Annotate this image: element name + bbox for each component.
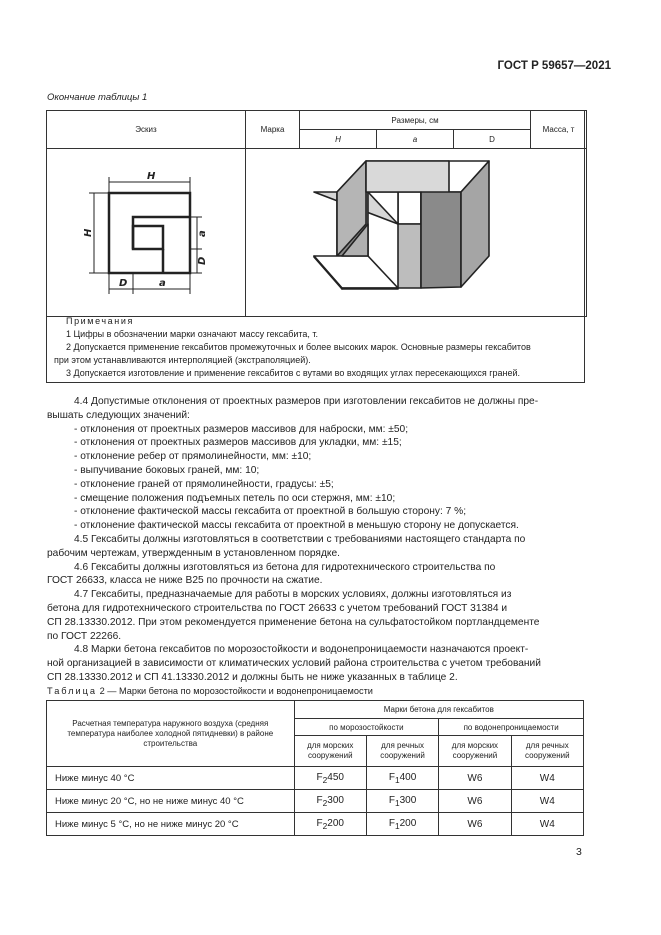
col-h: H [300,130,377,149]
table2-caption [47,686,373,696]
sketch-label-d-bottom: D [119,278,128,289]
w-river: W4 [511,790,583,813]
p48-line3: СП 28.13330.2012 и СП 41.13330.2012 и должны быть не ниже указанных в таблице 2. [47,671,458,683]
col-marks: Марки бетона для гексабитов [294,701,583,719]
p44-line2: вышать следующих значений: [47,409,190,421]
w-river: W4 [511,813,583,836]
col-water: по водонепроницаемости [439,719,584,736]
p47-line3: СП 28.13330.2012. При этом рекомендуется применение бетона на сульфатостойком портландцементе [47,616,540,628]
f-sea: $F_2450$ [294,767,366,790]
page-number: 3 [576,846,582,858]
sub-sea-frost: для морских сооружений [294,736,366,767]
sketch-plan-drawing [47,149,245,316]
list-item: - отклонение ребер от прямолинейности, мм: ±10; [74,451,312,463]
sketch-label-h-left: H [83,228,94,237]
col-a: а [377,130,454,149]
list-item: - отклонение фактической массы гексабита от проектной в меньшую сторону не допускается. [74,520,519,532]
f-river: $F_1400$ [366,767,438,790]
p45-line2: рабочим чертежам, утвержденным в установленном порядке. [47,547,340,559]
sketch-label-h-top: H [147,171,156,182]
table2-caption-label: Таблица [47,686,98,696]
row-temp: Ниже минус 20 °С, но не ниже минус 40 °С [47,790,295,813]
list-item: - смещение положения подъемных петель по оси стержня, мм: ±10; [74,492,396,504]
f-river: $F_1200$ [366,813,438,836]
col-d: D [454,130,531,149]
note-1: 1 Цифры в обозначении марки означают массу гексабита, т. [66,329,319,339]
w-sea: W6 [439,790,511,813]
p48-line1: 4.8 Марки бетона гексабитов по морозостойкости и водонепроницаемости назначаются проект- [74,644,529,656]
list-item: - выпучивание боковых граней, мм: 10; [74,464,260,476]
p48-line2: ной организацией в зависимости от климатических условий района строительства с учетом требований [47,658,541,670]
sub-river-frost: для речных сооружений [366,736,438,767]
p47-line2: бетона для гидротехнического строительства по ГОСТ 26633 с учетом требований ГОСТ 31384 и [47,602,508,614]
col-sizes: Размеры, см [300,111,531,130]
p47-line4: по ГОСТ 22266. [47,630,122,642]
sketch-label-a-bottom: а [159,278,166,289]
col-frost: по морозостойкости [294,719,439,736]
p46-line2: ГОСТ 26633, класса не ниже В25 по прочности на сжатие. [47,575,323,587]
f-sea: $F_2300$ [294,790,366,813]
list-item: - отклонение фактической массы гексабита от проектной в большую сторону: 7 %; [74,506,467,518]
sketch-label-a-right: а [197,230,208,237]
sketch-cell [47,149,246,317]
col-temp: Расчетная температура наружного воздуха (средняя температура наиболее холодной пятидневки) в районе строительства [47,701,295,767]
table-row [47,813,584,836]
sub-river-water: для речных сооружений [511,736,583,767]
notes-title: Примечания [66,316,134,326]
row-temp: Ниже минус 40 °С [47,767,295,790]
p47-line1: 4.7 Гексабиты, предназначаемые для работы в морских условиях, должны изготовляться из [74,589,512,601]
iso-cell [246,149,587,317]
table2-caption-rest: 2 — Марки бетона по морозостойкости и водонепроницаемости [99,686,373,696]
w-river: W4 [511,767,583,790]
col-sketch: Эскиз [47,111,246,149]
p45-line1: 4.5 Гексабиты должны изготовляться в соответствии с требованиями настоящего стандарта по [74,533,526,545]
col-mark: Марка [246,111,300,149]
f-sea: $F_2200$ [294,813,366,836]
table1-notes [47,315,584,382]
table-row [47,790,584,813]
w-sea: W6 [439,813,511,836]
note-3: 3 Допускается изготовление и применение гексабитов с вутами во входящих углах пересекающихся граней. [66,368,521,378]
row-temp: Ниже минус 5 °С, но не ниже минус 20 °С [47,813,295,836]
note-2b: при этом устанавливаются интерполяцией (экстраполяцией). [54,355,311,365]
list-item: - отклонения от проектных размеров массивов для наброски, мм: ±50; [74,423,409,435]
table1-caption: Окончание таблицы 1 [47,92,148,103]
list-item: - отклонения от проектных размеров массивов для укладки, мм: ±15; [74,437,402,449]
body-text [47,395,585,685]
sub-sea-water: для морских сооружений [439,736,511,767]
sketch-label-d-right: D [197,256,208,265]
p46-line1: 4.6 Гексабиты должны изготовляться из бетона для гидротехнического строительства по [74,561,496,573]
list-item: - отклонение граней от прямолинейности, градусы: ±5; [74,478,334,490]
table1 [46,110,587,317]
note-2a: 2 Допускается применение гексабитов промежуточных и более высоких марок. Основные размеры гексабитов [66,342,531,352]
table-row [47,767,584,790]
p44-line1: 4.4 Допустимые отклонения от проектных размеров при изготовлении гексабитов не должны пре- [74,396,539,407]
w-sea: W6 [439,767,511,790]
isometric-hexabit-drawing [246,149,586,316]
col-mass: Масса, т [531,111,587,149]
table2 [46,700,584,836]
doc-number: ГОСТ Р 59657—2021 [497,60,611,72]
f-river: $F_1300$ [366,790,438,813]
